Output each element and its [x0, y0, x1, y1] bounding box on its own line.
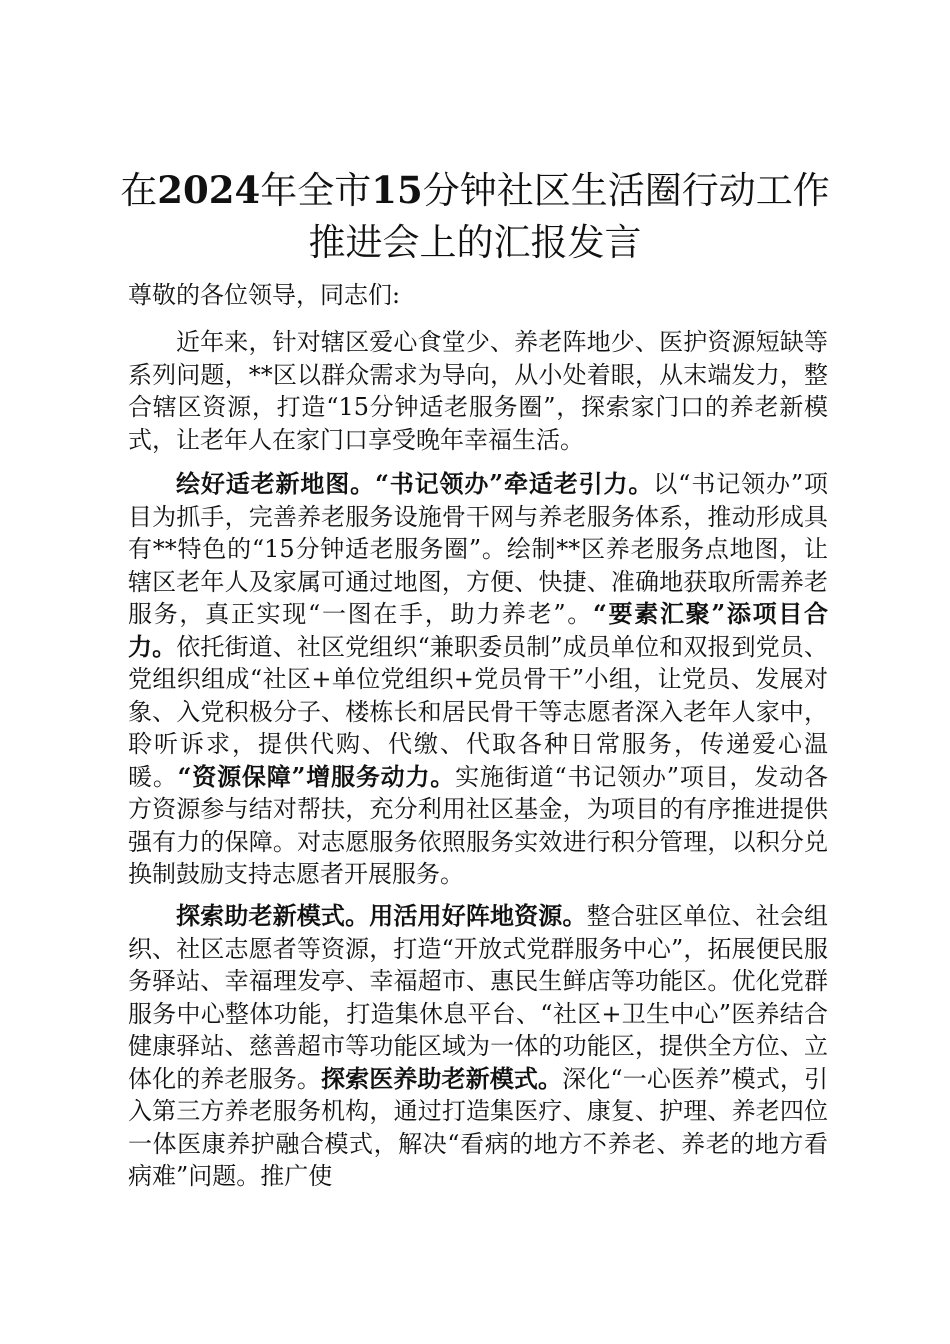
title-run: 15: [371, 168, 423, 212]
paragraph-text-run: 以“书记领办”项目为抓手，完善养老服务设施骨干网与养老服务体系，推动形成具有**特色的“15分钟适老服务圈”。绘制**区养老服务点地图，让辖区老年人及家属可通过地图，方便、快捷、准确地获取所需养老服务，真正实现“一图在手，助力养老”。: [128, 470, 829, 628]
title-run: 2024: [157, 168, 261, 212]
paragraph-heading-run: 绘好适老新地图。“书记领办”牵适老引力。: [176, 469, 654, 498]
title-run: 年全市: [260, 169, 372, 212]
title-run: 在: [120, 169, 158, 212]
title-run: 分钟社区生活圈行动工作推进会上的汇报发言: [308, 169, 830, 264]
paragraph-heading-run: “要素汇聚”添项目合力。: [128, 599, 829, 661]
document-title: [120, 164, 830, 269]
paragraph-heading-run: 探索助老新模式。用活用好阵地资源。: [176, 901, 587, 930]
paragraph-map: [128, 468, 828, 891]
paragraph-text-run: 近年来，针对辖区爱心食堂少、养老阵地少、医护资源短缺等系列问题，**区以群众需求为导向，从小处着眼，从末端发力，整合辖区资源，打造“15分钟适老服务圈”，探索家门口的养老新模式，让老年人在家门口享受晚年幸福生活。: [128, 328, 828, 454]
paragraph-text-run: 实施街道“书记领办”项目，发动各方资源参与结对帮扶，充分利用社区基金，为项目的有序推进提供强有力的保障。对志愿服务依照服务实效进行积分管理，以积分兑换制鼓励支持志愿者开展服务。: [128, 762, 829, 888]
paragraph-heading-run: “资源保障”增服务动力。: [177, 761, 456, 791]
paragraph-text-run: 深化“一心医养”模式，引入第三方养老服务机构，通过打造集医疗、康复、护理、养老四位一体医康养护融合模式，解决“看病的地方不养老、养老的地方看病难”问题。推广使: [128, 1064, 829, 1190]
paragraph-intro: [128, 326, 828, 456]
paragraph-text-run: 依托街道、社区党组织“兼职委员制”成员单位和双报到党员、党组织组成“社区+单位党组织+党员骨干”小组，让党员、发展对象、入党积极分子、楼栋长和居民骨干等志愿者深入老年人家中，聆听诉求，提供代购、代缴、代取各种日常服务，传递爱心温暖。: [128, 632, 829, 791]
paragraph-heading-run: 探索医养助老新模式。: [320, 1063, 563, 1093]
greeting: 尊敬的各位领导，同志们:: [128, 281, 401, 309]
paragraph-text-run: 整合驻区单位、社会组织、社区志愿者等资源，打造“开放式党群服务中心”，拓展便民服务驿站、幸福理发亭、幸福超市、惠民生鲜店等功能区。优化党群服务中心整体功能，打造集休息平台、“社区+卫生中心”医养结合健康驿站、慈善超市等功能区域为一体的功能区，提供全方位、立体化的养老服务。: [128, 902, 829, 1093]
paragraph-model: [128, 900, 828, 1193]
